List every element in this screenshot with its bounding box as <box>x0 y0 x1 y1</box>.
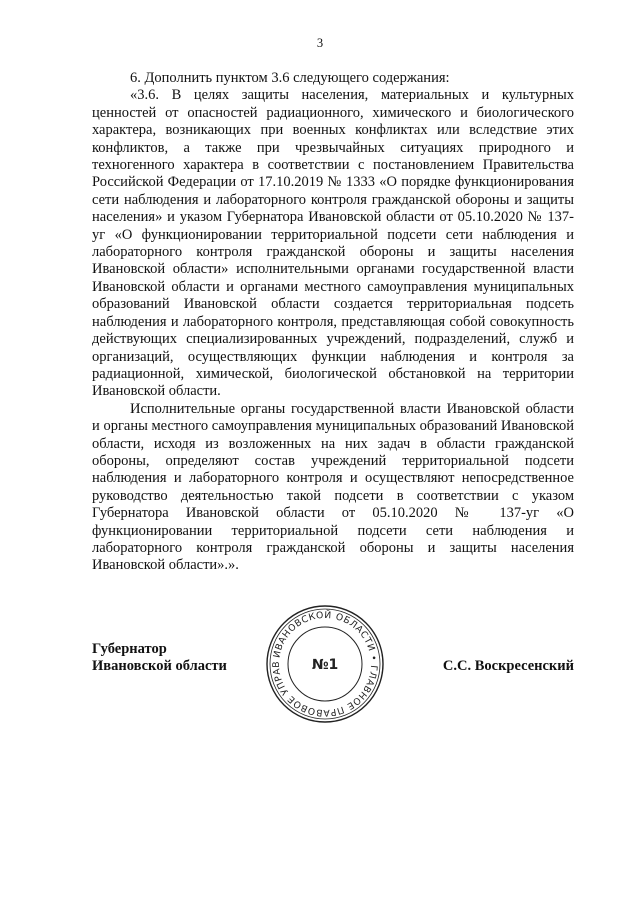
seal-icon <box>264 603 386 725</box>
paragraph-item-6: 6. Дополнить пунктом 3.6 следующего содержания: <box>130 70 450 86</box>
signatory-position <box>92 641 227 675</box>
page-number: 3 <box>316 36 324 50</box>
official-seal-stamp <box>264 603 386 725</box>
seal-number: №1 <box>311 657 339 673</box>
document-body <box>92 70 574 575</box>
paragraph-executive-bodies: Исполнительные органы государственной власти Ивановской области и органы местного самоуправления муниципальных образований Ивановской области, исходя из возложенных на них задач в области гражданской обороны, определяют состав учреждений территориальной подсети наблюдения и лабораторного контроля и осуществляют непосредственное руководство деятельностью такой подсети в соответствии с указом Губернатора Ивановской области от 05.10.2020 № 137-уг «О функционировании территориальной подсети сети наблюдения и лабораторного контроля гражданской обороны и защиты населения Ивановской области».». <box>92 400 574 574</box>
signatory-position-line2: Ивановской области <box>92 658 227 674</box>
paragraph-item-3-6: «3.6. В целях защиты населения, материальных и культурных ценностей от опасностей радиационного, химического и биологического характера, возникающих при военных конфликтах или вследствие этих конфликтов, а также при чрезвычайных ситуациях природного и техногенного характера в соответствии с постановлением Правительства Российской Федерации от 17.10.2019 № 1333 «О порядке функционирования сети наблюдения и лабораторного контроля гражданской обороны и защиты населения» и указом Губернатора Ивановской области от 05.10.2020 № 137-уг «О функционировании территориальной подсети сети наблюдения и лабораторного контроля гражданской обороны и защиты населения Ивановской области» исполнительными органами государственной власти Ивановской области и органами местного самоуправления муниципальных образований Ивановской области создается территориальная подсеть наблюдения и лабораторного контроля, представляющая собой совокупность действующих специализированных учреждений, подразделений, служб и организаций, осуществляющих функции наблюдения и контроля за радиационной, химической, биологической обстановкой на территории Ивановской области. <box>92 87 574 400</box>
signatory-name: С.С. Воскресенский <box>442 658 574 674</box>
signatory-position-line1: Губернатор <box>92 641 167 657</box>
seal-ring-text: ИВАНОВСКОЙ ОБЛАСТИ • ГЛАВНОЕ ПРАВОВОЕ УПРАВ <box>270 609 380 719</box>
